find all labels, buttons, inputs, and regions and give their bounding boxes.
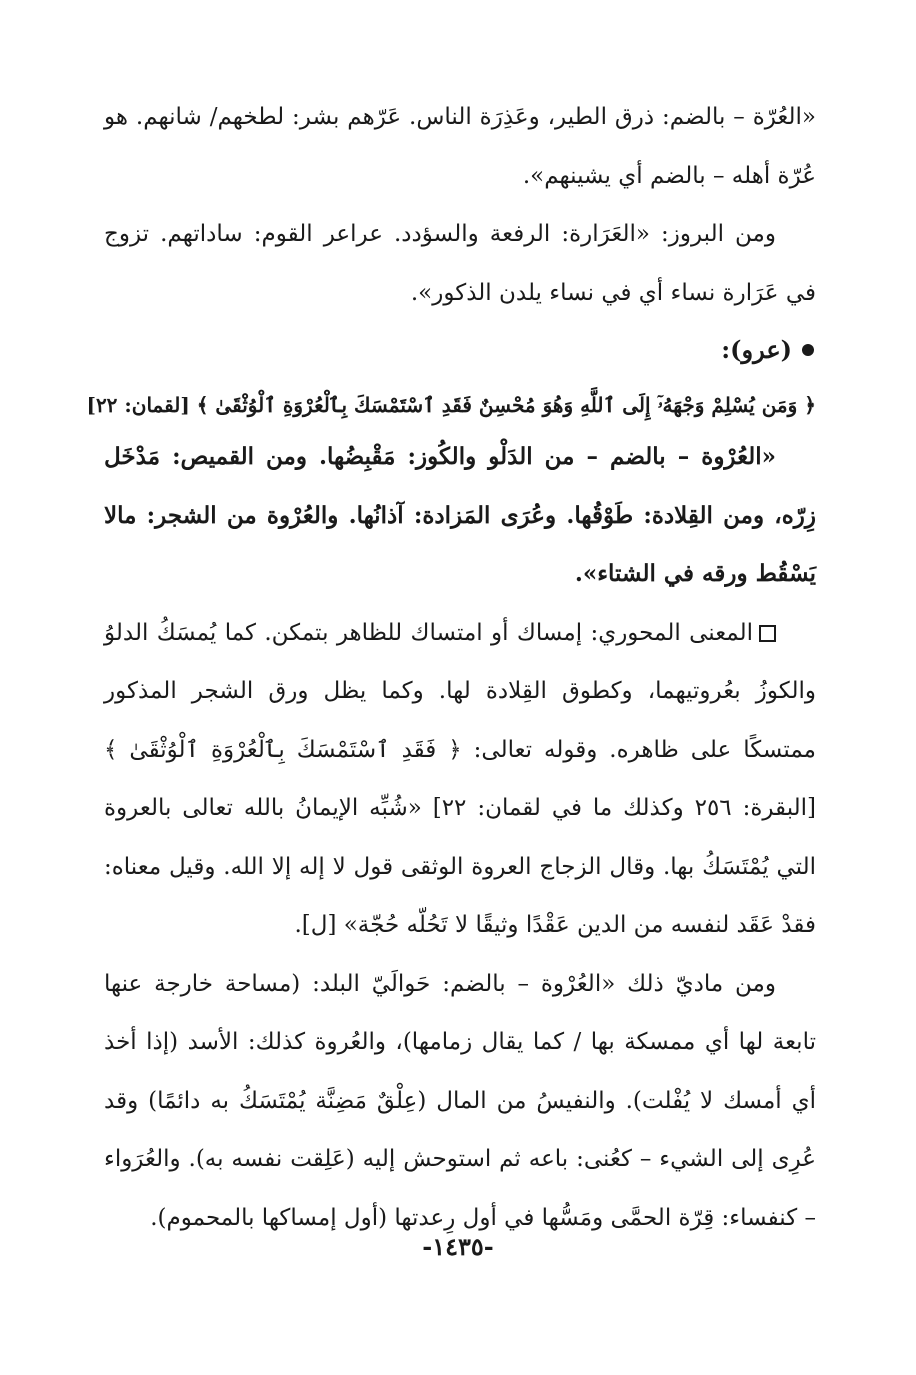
paragraph-3: «العُرْوة – بالضم – من الدَلْو والكُوز: مَقْبِضُها. ومن القميص: مَدْخَل زِرّه، ومن القِلادة: طَوْقُها. وعُرَى المَزادة: آذانُها. والعُرْوة من الشجر: مالا يَسْقُط ورقه في الشتاء». xyxy=(104,443,816,587)
paragraph-4 xyxy=(104,604,816,955)
square-box-icon xyxy=(759,625,776,642)
entry-heading xyxy=(104,322,816,378)
quran-verse: ﴿ وَمَن يُسْلِمْ وَجْهَهُۥٓ إِلَى ٱللَّهِ وَهُوَ مُحْسِنٌ فَقَدِ ٱسْتَمْسَكَ بِٱلْعُرْوَةِ ٱلْوُثْقَىٰ ﴾ [لقمان: ٢٢] xyxy=(86,393,816,417)
paragraph-1: «العُرّة – بالضم: ذرق الطير، وعَذِرَة الناس. عَرّهم بشر: لطخهم/ شانهم. هو عُرّة أهله – بالضم أي يشينهم». xyxy=(104,104,816,189)
paragraph-4-text: المعنى المحوري: إمساك أو امتساك للظاهر بتمكن. كما يُمسَكُ الدلوُ والكوزُ بعُروتيهما، وكطوق القِلادة لها. وكما يظل ورق الشجر المذكور ممتسكًا على ظاهره. وقوله تعالى: ﴿ فَقَدِ ٱسْتَمْسَكَ بِٱلْعُرْوَةِ ٱلْوُثْقَىٰ ﴾ [البقرة: ٢٥٦ وكذلك ما في لقمان: ٢٢] «شُبِّه الإيمانُ بالله تعالى بالعروة التي يُمْتَسَكُ بها. وقال الزجاج العروة الوثقى قول لا إله إلا الله. وقيل معناه: فقدْ عَقَد لنفسه من الدين عَقْدًا وثيقًا لا تَحُلّه حُجّة» [ل]. xyxy=(104,619,817,938)
page-number: -١٤٣٥- xyxy=(422,1232,494,1261)
paragraph-2: ومن البروز: «العَرَارة: الرفعة والسؤدد. عراعر القوم: ساداتهم. تزوج في عَرَارة نساء أي في نساء يلدن الذكور». xyxy=(104,221,816,306)
bullet-icon xyxy=(802,344,814,356)
page-body xyxy=(86,88,817,1247)
entry-heading-text: (عرو): xyxy=(721,335,792,364)
paragraph-5: ومن ماديّ ذلك «العُرْوة – بالضم: حَوالَيّ البلد: (مساحة خارجة عنها تابعة لها أي ممسكة بها / كما يقال زمامها)، والعُروة كذلك: الأسد (إذا أخذ أي أمسك لا يُفْلت). والنفيسُ من المال (عِلْقٌ مَضِنَّة يُمْتَسَكُ به دائمًا) وقد عُرِى إلى الشيء – كعُنى: باعه ثم استوحش إليه (عَلِقت نفسه به). والعُرَواء – كنفساء: قِرّة الحمَّى ومَسُّها في أول رِعدتها (أول إمساكها بالمحموم). xyxy=(104,970,816,1231)
